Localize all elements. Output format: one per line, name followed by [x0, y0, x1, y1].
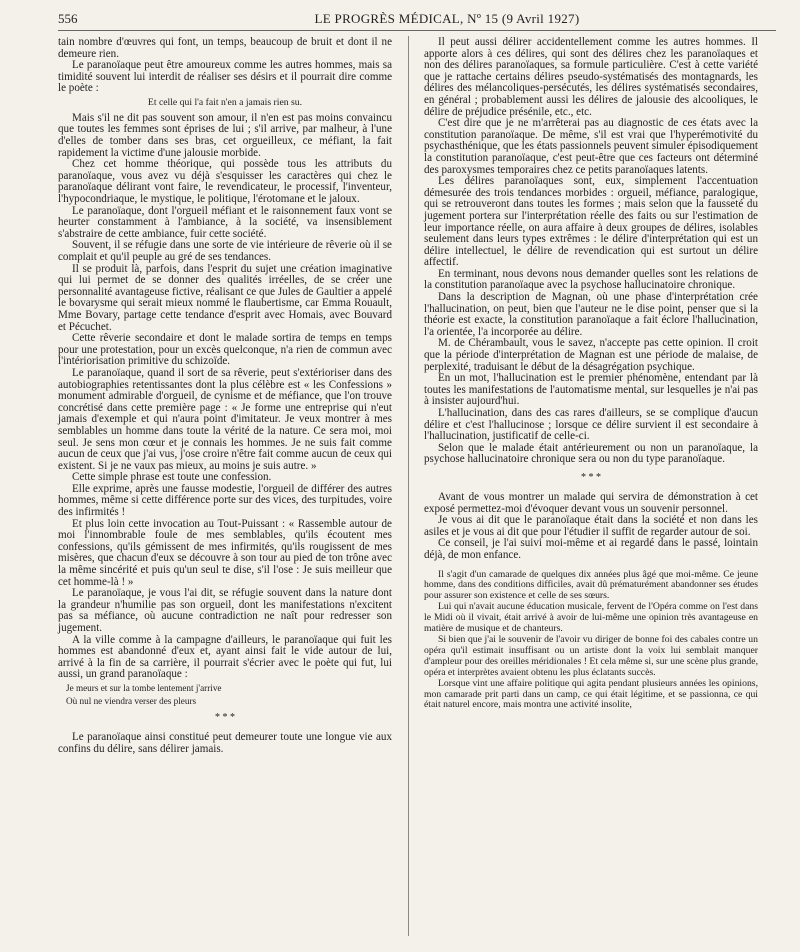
paragraph: Il peut aussi délirer accidentellement comme les autres hommes. Il apporte alors à ces délires, qui sont des délires chez les paranoïaques et non des délires paranoïaques, sa formule particulière. C'est à cette variété que je rattache certains délires pseudo-systématisés des montagnards, les délires des mélancoliques-persécutés, les délires systématisés secondaires, en général ; probablement aussi les délires de jalousie des alcooliques, le délire de préjudice présénile, etc., etc. — [424, 36, 758, 118]
paragraph: Il se produit là, parfois, dans l'esprit du sujet une création imaginative qui lui permet de se donner des qualités irréelles, de se créer une personnalité avantageuse fictive, réalisant ce que Jules de Gaultier a appelé le bovarysme qui serait mieux nommé le flaubertisme, car Emma Rouault, Mme Bovary, partage cette tendance d'esprit avec Homais, avec Bouvard et Pécuchet. — [58, 262, 392, 333]
paragraph: En un mot, l'hallucination est le premier phénomène, entendant par là toutes les manifestations de l'automatisme mental, sur lesquelles je n'ai pas à insister aujourd'hui. — [424, 372, 758, 408]
section-separator: * * * — [581, 471, 601, 483]
page-number: 556 — [58, 11, 78, 26]
paragraph: Et plus loin cette invocation au Tout-Puissant : « Rassemble autour de moi l'innombrable foule de mes semblables, qu'ils écoutent mes confessions, qu'ils gémissent de mes infirmités, qu'ils rougissent de mes misères, que chacun d'eux se découvre à son tour au pied de ton trône avec la même sincérité et puis qu'un seul te dise, s'il l'ose : Je suis meilleur que cet homme-là ! » — [58, 517, 392, 588]
paragraph: C'est dire que je ne m'arrêterai pas au diagnostic de ces états avec la constitution paranoïaque. De même, s'il est vrai que l'hyperémotivité du psychasthénique, que les états passionnels peuvent simuler épisodiquement la constitution paranoïaque, c'est peut-être que ces facteurs ont déterminé des paroxysmes temporaires chez ce petits paranoïaques latents. — [424, 117, 758, 176]
small-print-paragraph: Il s'agit d'un camarade de quelques dix années plus âgé que moi-même. Ce jeune homme, dans des conditions difficiles, avait dû prématurément abandonner ses études pour assurer son existence et celle de ses sœurs. — [424, 568, 758, 602]
paragraph: L'hallucination, dans des cas rares d'ailleurs, se se complique d'aucun délire et c'est l'hallucinose ; lorsque ce délire survient il est secondaire à l'hallucination, justificatif de celle-ci. — [424, 407, 758, 443]
paragraph: Chez cet homme théorique, qui possède tous les attributs du paranoïaque, vous avez vu déjà s'esquisser les caractères qui chez le paranoïaque délirant vont faire, le revendicateur, le processif, l'inventeur, l'hypocondriaque, le mystique, le politique, l'érotomane et le jaloux. — [58, 158, 392, 206]
paragraph: Selon que le malade était antérieurement ou non un paranoïaque, la psychose hallucinatoire chronique sera ou non du type paranoïaque. — [424, 441, 758, 466]
paragraph: M. de Chérambault, vous le savez, n'accepte pas cette opinion. Il croit que la période d'interprétation de Magnan est une période de malaise, de perplexité, traduisant le début de la désagrégation psychique. — [424, 337, 758, 373]
paragraph: A la ville comme à la campagne d'ailleurs, le paranoïaque qui fuit les hommes est abandonné d'eux et, ayant ainsi fait le vide autour de lui, arrivé à la fin de sa carrière, il pourrait s'écrier avec le poète qui fut, lui aussi, un grand paranoïaque : — [58, 633, 392, 681]
paragraph: Cette simple phrase est toute une confession. — [72, 471, 272, 484]
left-column — [58, 37, 392, 755]
verse-line: Où nul ne viendra verser des pleurs — [66, 695, 197, 706]
paragraph: Cette rêverie secondaire et dont le malade sortira de temps en temps pour une protestation, pour un excès quelconque, n'a rien de commun avec l'intériorisation primitive du schizoïde. — [58, 332, 392, 368]
quotation: Et celle qui l'a fait n'en a jamais rien su. — [147, 96, 303, 108]
paragraph: Le paranoïaque, quand il sort de sa rêverie, peut s'extérioriser dans des autobiographies retentissantes dont la plus célèbre est « les Confessions » monument admirable d'orgueil, de cynisme et de méfiance, que l'on trouve concrétisé dans cette première page : « Je forme une entreprise qui n'eut jamais d'exemple et qui n'aura point d'imitateur. Je veux montrer à mes semblables un homme dans toute la vérité de la nature. Ce sera moi, moi seul. Je sens mon cœur et je connais les hommes. Je ne suis fait comme aucun de ceux que j'ai vus, j'ose croire n'être fait comme aucun de ceux qui existent. Si je ne vaux pas mieux, au moins je suis autre. » — [58, 366, 392, 472]
small-print-paragraph: Lorsque vint une affaire politique qui agita pendant plusieurs années les opinions, mon camarade prit parti dans un camp, ce qui était légitime, et se passionna, ce qui était naturel encore, mais montra une activité insolite, — [424, 677, 758, 711]
paragraph: Dans la description de Magnan, où une phase d'interprétation crée l'hallucination, on peut, bien que l'auteur ne le dise point, penser que si la théorie est exacte, la constitution paranoïaque a fait éclore l'hallucination, l'a orientée, l'a incorporée au délire. — [424, 291, 758, 338]
running-title: LE PROGRÈS MÉDICAL, Nº 15 (9 Avril 1927) — [314, 11, 580, 26]
paragraph: tain nombre d'œuvres qui font, un temps, beaucoup de bruit et dont il ne demeure rien. — [58, 36, 392, 60]
right-column — [424, 37, 758, 711]
section-separator: * * * — [215, 711, 235, 723]
paragraph: Le paranoïaque ainsi constitué peut demeurer toute une longue vie aux confins du délire, sans délirer jamais. — [58, 730, 392, 755]
paragraph: Les délires paranoïaques sont, eux, simplement l'accentuation démesurée des trois tendances morbides : orgueil, méfiance, paralogique, qui se retrouveront dans toutes les formes ; mais selon que la fausseté du jugement portera sur l'interprétation réelle des faits ou sur l'estimation de leur importance réelle, on aura affaire à deux groupes de délires, isolables seulement dans leurs types extrêmes : le délire d'interprétation qui est un délire intellectuel, le délire de revendication qui est surtout un délire affectif. — [424, 175, 758, 269]
paragraph: En terminant, nous devons nous demander quelles sont les relations de la constitution paranoïaque avec la psychose hallucinatoire chronique. — [424, 267, 758, 292]
verse-line: Je meurs et sur la tombe lentement j'arrive — [66, 682, 222, 693]
paragraph: Ce conseil, je l'ai suivi moi-même et ai regardé dans le passé, lointain déjà, de mon enfance. — [424, 537, 758, 561]
paragraph: Le paranoïaque, dont l'orgueil méfiant et le raisonnement faux vont se heurter constamment à l'ambiance, à la société, va insensiblement s'abstraire de cette ambiance, fuir cette société. — [58, 204, 392, 240]
paragraph: Avant de vous montrer un malade qui servira de démonstration à cet exposé permettez-moi d'évoquer devant vous un souvenir personnel. — [424, 490, 758, 515]
running-header — [58, 8, 776, 31]
paragraph: Le paranoïaque peut être amoureux comme les autres hommes, mais sa timidité souvent lui interdit de réaliser ses désirs et il pourrait dire comme le poète : — [58, 59, 392, 95]
paragraph: Le paranoïaque, je vous l'ai dit, se réfugie souvent dans la nature dont la grandeur n'humilie pas son orgueil, dont les manifestations n'excitent pas sa méfiance, où aucune contradiction ne naît pour redresser son jugement. — [58, 587, 392, 634]
column-rule — [408, 36, 409, 936]
paragraph: Mais s'il ne dit pas souvent son amour, il n'en est pas moins convaincu que toutes les femmes sont éprises de lui ; s'il arrive, par malheur, à l'une d'elles de tomber dans ses bras, cet orgueilleux, ce méfiant, la fait rapidement la victime d'une jalousie morbide. — [58, 111, 392, 159]
paragraph: Je vous ai dit que le paranoïaque était dans la société et non dans les asiles et je vous ai dit que pour l'étudier il suffit de regarder autour de soi. — [424, 514, 758, 538]
small-print-paragraph: Lui qui n'avait aucune éducation musicale, fervent de l'Opéra comme on l'est dans le Midi où il vivait, était arrivé à avoir de lui-même une opinion très avantageuse en matière de musique et de chanteurs. — [424, 601, 758, 635]
paragraph: Elle exprime, après une fausse modestie, l'orgueil de différer des autres hommes, même si cette différence porte sur des vices, des turpitudes, voire des infirmités ! — [58, 482, 392, 519]
small-print-paragraph: Si bien que j'ai le souvenir de l'avoir vu diriger de bonne foi des cabales contre un opéra qu'il estimait insuffisant ou un artiste dont la voix lui semblait manquer d'ampleur pour des oreilles méridionales ! Et cela même si, sur une scène plus grande, opéra et interprètes avaient obtenu les plus éclatants succès. — [424, 633, 758, 678]
paragraph: Souvent, il se réfugie dans une sorte de vie intérieure de rêverie où il se complait et qu'il peuple au gré de ses tendances. — [58, 239, 392, 263]
